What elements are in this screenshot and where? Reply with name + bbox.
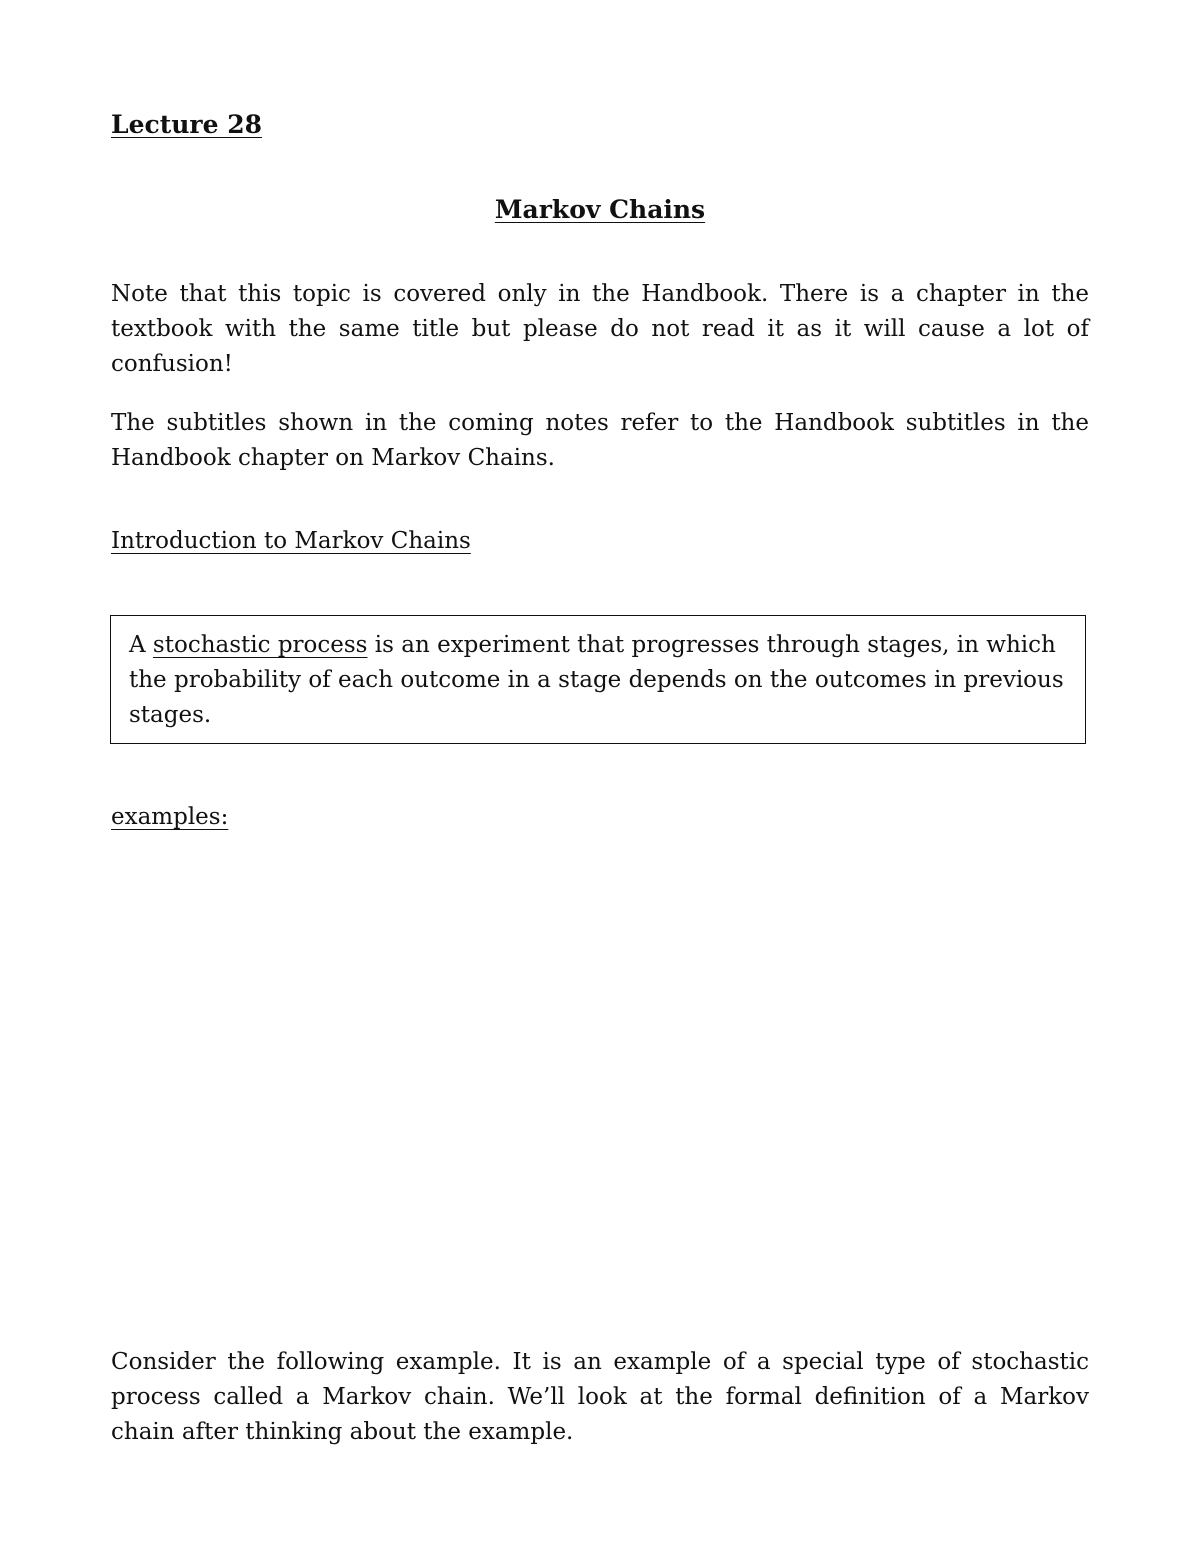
- consider-paragraph: Consider the following example. It is an example of a special type of stochastic process called a Markov chain. We’ll look at the formal definition of a Markov chain after thinking about the example.: [111, 1349, 1089, 1445]
- subtitles-paragraph: The subtitles shown in the coming notes refer to the Handbook subtitles in the Handbook chapter on Markov Chains.: [111, 410, 1089, 471]
- definition-text: is an experiment that progresses through stages, in which the probability of each outcome in a stage depends on the outcomes in previous stages.: [129, 632, 1064, 728]
- definition-term: stochastic process: [152, 632, 368, 658]
- lecture-heading: Lecture 28: [111, 110, 263, 139]
- page-title: Markov Chains: [494, 195, 706, 224]
- definition-prefix: A: [129, 632, 153, 658]
- examples-label: examples:: [111, 804, 229, 830]
- note-paragraph: Note that this topic is covered only in the Handbook. There is a chapter in the textbook with the same title but please do not read it as it will cause a lot of confusion!: [111, 281, 1089, 377]
- section-heading: Introduction to Markov Chains: [111, 528, 471, 554]
- definition-box: [110, 615, 1086, 744]
